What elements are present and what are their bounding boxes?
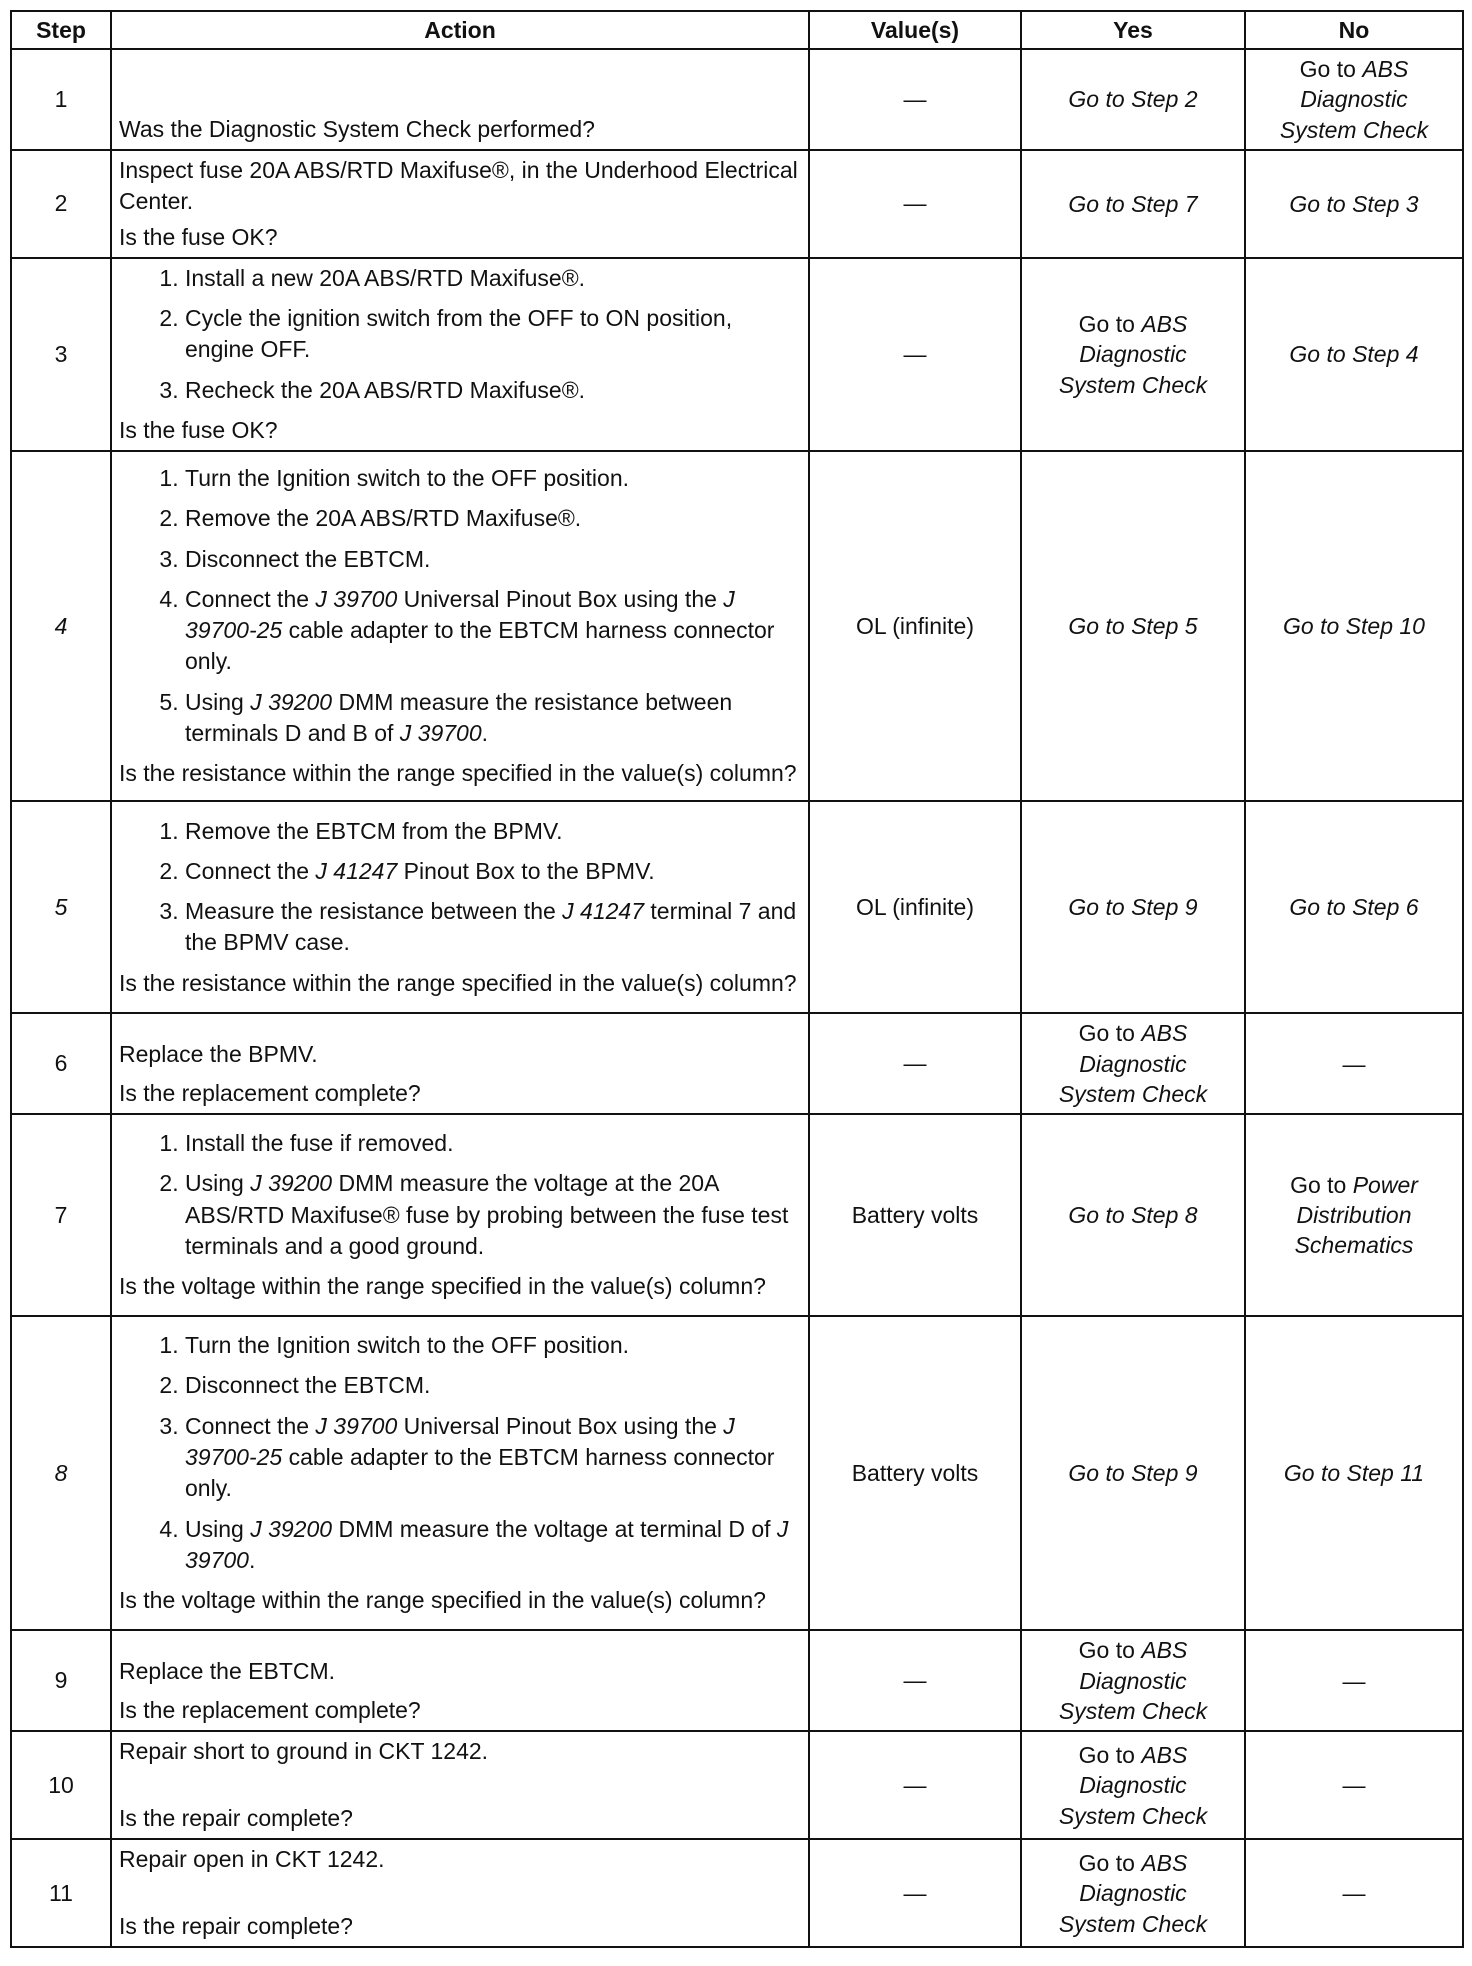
table-row-step-1 [11, 49, 1463, 150]
table-row-step-11 [11, 1839, 1463, 1947]
action-step [185, 584, 801, 678]
action-step [185, 1168, 801, 1262]
no-text-power: Power [1352, 1171, 1418, 1198]
no-text-abs: ABS [1362, 56, 1409, 82]
table-row-step-10 [11, 1731, 1463, 1839]
step-number: 10 [11, 1731, 111, 1839]
yes-text: Go to [1078, 1849, 1135, 1876]
action-step: 2. Remove the 20A ABS/RTD Maxifuse®. [185, 503, 801, 534]
action-text: Replace the BPMV. [119, 1040, 318, 1067]
action-text: Repair short to ground in CKT 1242. [119, 1738, 489, 1765]
action-steps [119, 263, 801, 406]
step-number: 7 [11, 1114, 111, 1316]
table-row-step-4 [11, 451, 1463, 801]
action-step [185, 687, 801, 750]
question-text: Is the fuse OK? [119, 223, 278, 250]
yes-text-system-check: System Check [1058, 1698, 1208, 1724]
yes-cell: Go to Step 7 [1021, 150, 1245, 258]
action-text: Repair open in CKT 1242. [119, 1846, 385, 1873]
question-text: Is the voltage within the range specified in the value(s) column? [119, 1273, 766, 1300]
question-text: Is the replacement complete? [119, 1697, 421, 1724]
no-cell: — [1245, 1630, 1463, 1731]
value-cell: — [809, 1839, 1021, 1947]
text-run: Using [185, 1515, 251, 1542]
step-number: 5 [11, 801, 111, 1013]
value-cell: OL (infinite) [809, 451, 1021, 801]
yes-text-diagnostic: Diagnostic [1079, 1667, 1187, 1694]
text-run: DMM measure the resistance between terminals D and B of [185, 688, 733, 746]
question-text: Is the resistance within the range specified in the value(s) column? [119, 969, 797, 996]
question-text: Is the resistance within the range specified in the value(s) column? [119, 760, 797, 787]
yes-cell: Go to Step 8 [1021, 1114, 1245, 1316]
text-run: Using [185, 1170, 251, 1197]
text-run: DMM measure the voltage at terminal D of [332, 1515, 777, 1542]
question-text: Is the repair complete? [119, 1913, 353, 1940]
tool-ref: J 39200 [250, 1170, 333, 1197]
yes-cell [1021, 1731, 1245, 1839]
tool-ref: J 39200 [250, 1515, 333, 1542]
yes-cell [1021, 258, 1245, 451]
yes-text: Go to [1078, 1741, 1135, 1768]
yes-cell [1021, 1630, 1245, 1731]
yes-text: Go to [1078, 1637, 1135, 1664]
value-cell: OL (infinite) [809, 801, 1021, 1013]
question-text: Was the Diagnostic System Check performed? [119, 115, 595, 142]
yes-text-diagnostic: Diagnostic [1079, 1880, 1187, 1907]
tool-ref: J 39700 [185, 1515, 789, 1573]
yes-text-diagnostic: Diagnostic [1079, 1772, 1187, 1799]
text-run: DMM measure the voltage at the 20A ABS/RTD Maxifuse® fuse by probing between the fuse test terminals and a good ground. [185, 1170, 789, 1259]
text-run: Connect the [185, 585, 316, 612]
action-step [185, 856, 801, 887]
no-cell: Go to Step 10 [1245, 451, 1463, 801]
yes-text: Go to [1078, 311, 1135, 337]
action-cell [111, 150, 809, 258]
no-cell: Go to Step 6 [1245, 801, 1463, 1013]
action-cell [111, 258, 809, 451]
action-step: 2. Disconnect the EBTCM. [185, 1370, 801, 1401]
yes-cell [1021, 1013, 1245, 1114]
yes-text-abs: ABS [1141, 1741, 1188, 1768]
text-run: . [481, 719, 489, 746]
action-step: 1. Turn the Ignition switch to the OFF position. [185, 463, 801, 494]
question-text: Is the fuse OK? [119, 416, 278, 443]
table-row-step-5 [11, 801, 1463, 1013]
action-step: 1. Install the fuse if removed. [185, 1128, 801, 1159]
no-cell [1245, 49, 1463, 150]
yes-text-abs: ABS [1141, 1849, 1188, 1876]
action-step: 1. Remove the EBTCM from the BPMV. [185, 816, 801, 847]
value-cell: Battery volts [809, 1316, 1021, 1630]
no-cell: Go to Step 3 [1245, 150, 1463, 258]
no-cell [1245, 1114, 1463, 1316]
no-cell: Go to Step 4 [1245, 258, 1463, 451]
action-cell [111, 451, 809, 801]
table-row-step-8 [11, 1316, 1463, 1630]
yes-cell [1021, 1839, 1245, 1947]
value-cell: — [809, 1013, 1021, 1114]
action-text: Replace the EBTCM. [119, 1657, 336, 1684]
yes-text-system-check: System Check [1058, 1802, 1208, 1829]
action-text: Inspect fuse 20A ABS/RTD Maxifuse®, in the Underhood Electrical Center. [119, 157, 798, 215]
yes-text-abs: ABS [1141, 311, 1188, 337]
step-number: 6 [11, 1013, 111, 1114]
diagnostic-table [10, 10, 1464, 1948]
action-cell [111, 801, 809, 1013]
action-step: 2. Cycle the ignition switch from the OFF to ON position, engine OFF. [185, 303, 801, 366]
table-row-step-7 [11, 1114, 1463, 1316]
no-cell: — [1245, 1013, 1463, 1114]
no-cell: — [1245, 1839, 1463, 1947]
text-run: Connect the [185, 1412, 316, 1439]
table-row-step-3 [11, 258, 1463, 451]
tool-ref: J 39700 [315, 1412, 398, 1439]
step-number: 8 [11, 1316, 111, 1630]
step-number: 1 [11, 49, 111, 150]
value-cell: — [809, 258, 1021, 451]
step-number: 4 [11, 451, 111, 801]
text-run: Universal Pinout Box using the [397, 1412, 724, 1439]
value-cell: Battery volts [809, 1114, 1021, 1316]
value-cell: — [809, 1630, 1021, 1731]
step-number: 11 [11, 1839, 111, 1947]
tool-ref: J 41247 [562, 898, 645, 925]
action-step [185, 1514, 801, 1577]
step-number: 2 [11, 150, 111, 258]
no-text: Go to [1290, 1171, 1347, 1198]
action-steps [119, 1330, 801, 1576]
text-run: Pinout Box to the BPMV. [397, 857, 655, 884]
table-row-step-6 [11, 1013, 1463, 1114]
action-steps [119, 816, 801, 959]
header-no: No [1245, 11, 1463, 49]
action-cell [111, 1013, 809, 1114]
step-number: 9 [11, 1630, 111, 1731]
table-row-step-9 [11, 1630, 1463, 1731]
action-cell [111, 1839, 809, 1947]
action-cell [111, 1731, 809, 1839]
value-cell: — [809, 1731, 1021, 1839]
text-run: terminal 7 and the BPMV case. [185, 898, 797, 956]
text-run: Universal Pinout Box using the [397, 585, 724, 612]
step-number: 3 [11, 258, 111, 451]
header-action: Action [111, 11, 809, 49]
text-run: Measure the resistance between the [185, 898, 563, 925]
action-step [185, 896, 801, 959]
yes-cell: Go to Step 5 [1021, 451, 1245, 801]
yes-text-abs: ABS [1141, 1637, 1188, 1664]
value-cell: — [809, 49, 1021, 150]
tool-ref: J 39700 [399, 719, 482, 746]
no-text-diagnostic: Diagnostic [1300, 86, 1408, 113]
header-row [11, 11, 1463, 49]
yes-text-system-check: System Check [1058, 1910, 1208, 1937]
yes-text-diagnostic: Diagnostic [1079, 1050, 1187, 1077]
text-run: cable adapter to the EBTCM harness connector only. [185, 1444, 775, 1502]
text-run: . [248, 1546, 256, 1573]
action-step: 1. Turn the Ignition switch to the OFF position. [185, 1330, 801, 1361]
table-row-step-2 [11, 150, 1463, 258]
header-step: Step [11, 11, 111, 49]
yes-cell: Go to Step 2 [1021, 49, 1245, 150]
header-values: Value(s) [809, 11, 1021, 49]
question-text: Is the voltage within the range specified in the value(s) column? [119, 1587, 766, 1614]
text-run: cable adapter to the EBTCM harness connector only. [185, 617, 775, 675]
text-run: Using [185, 688, 251, 715]
action-steps [119, 463, 801, 749]
action-step: 3. Recheck the 20A ABS/RTD Maxifuse®. [185, 375, 801, 406]
no-cell: — [1245, 1731, 1463, 1839]
action-cell [111, 1114, 809, 1316]
question-text: Is the replacement complete? [119, 1080, 421, 1107]
action-steps [119, 1128, 801, 1262]
yes-text-system-check: System Check [1058, 1080, 1208, 1107]
yes-cell: Go to Step 9 [1021, 1316, 1245, 1630]
tool-ref: J 39700-25 [185, 1412, 735, 1471]
tool-ref: J 41247 [315, 857, 398, 884]
action-step: 3. Disconnect the EBTCM. [185, 544, 801, 575]
action-step: 1. Install a new 20A ABS/RTD Maxifuse®. [185, 263, 801, 294]
yes-cell: Go to Step 9 [1021, 801, 1245, 1013]
no-text-system-check: System Check [1279, 116, 1429, 143]
value-cell: — [809, 150, 1021, 258]
tool-ref: J 39700 [315, 585, 398, 612]
yes-text-diagnostic: Diagnostic [1079, 341, 1187, 368]
tool-ref: J 39200 [250, 688, 333, 715]
no-text-distribution: Distribution [1296, 1202, 1412, 1229]
action-step [185, 1411, 801, 1505]
no-text: Go to [1299, 56, 1356, 82]
action-cell [111, 1630, 809, 1731]
yes-text: Go to [1078, 1020, 1135, 1047]
header-yes: Yes [1021, 11, 1245, 49]
no-cell: Go to Step 11 [1245, 1316, 1463, 1630]
text-run: Connect the [185, 857, 316, 884]
question-text: Is the repair complete? [119, 1805, 353, 1832]
yes-text-abs: ABS [1141, 1020, 1188, 1047]
no-text-schematics: Schematics [1294, 1232, 1414, 1259]
tool-ref: J 39700-25 [185, 585, 735, 644]
action-cell [111, 49, 809, 150]
action-cell [111, 1316, 809, 1630]
yes-text-system-check: System Check [1058, 371, 1208, 398]
